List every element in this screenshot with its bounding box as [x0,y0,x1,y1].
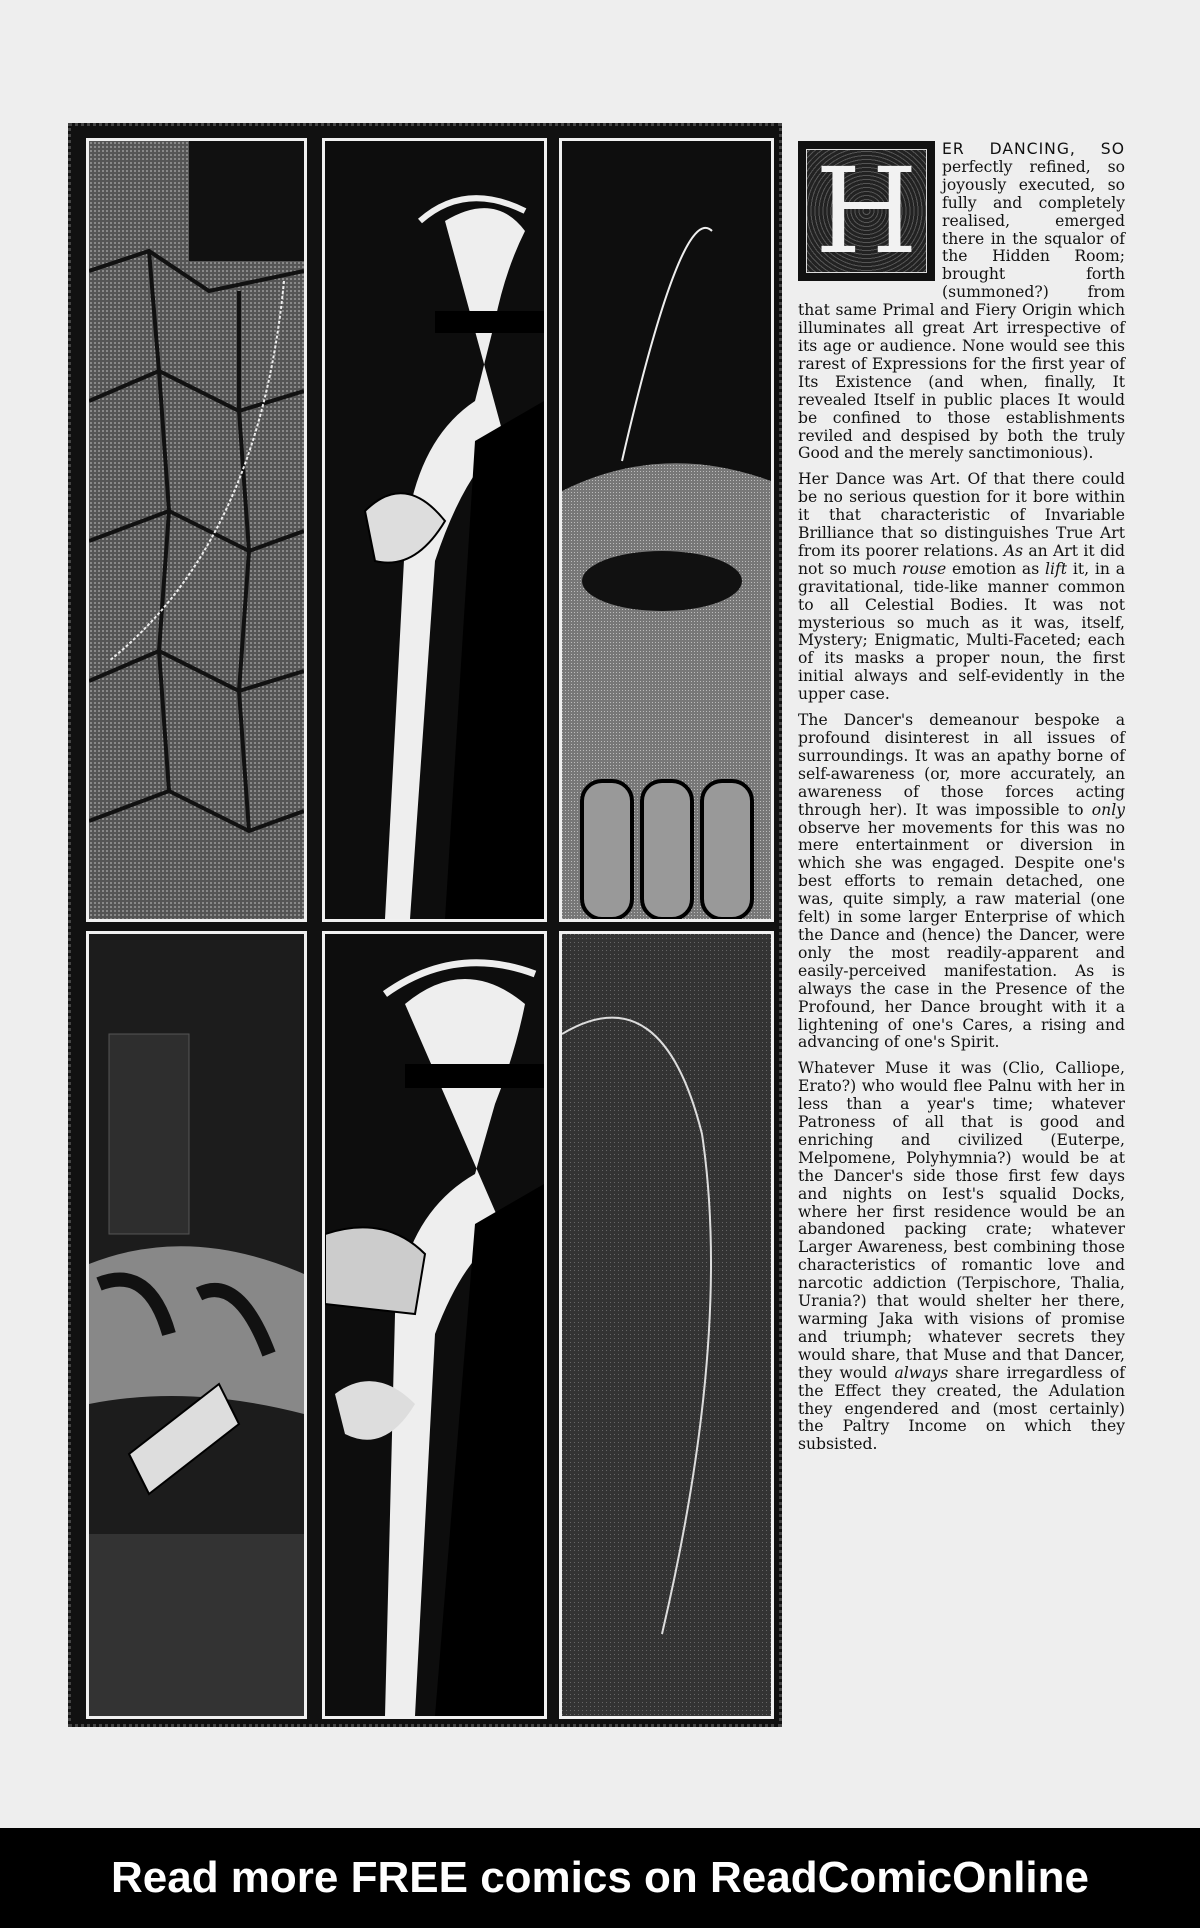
paragraph-3: The Dancer's demeanour bespoke a profound disinterest in all issues of surroundings. It was an apathy borne of self-awareness (or, more accurately, an awareness of those forces acting through her). It was impossible to only observe her movements for this was no mere entertainment or diversion in which she was engaged. Despite one's best efforts to remain detached, one was, quite simply, a raw material (one felt) in some larger Enterprise of which the Dance and (hence) the Dancer, were only the most readily-apparent and easily-perceived manifestation. As is always the case in the Presence of the Profound, her Dance brought with it a lightening of one's Cares, a rising and advancing of one's Spirit. [798,711,1125,1052]
lead-in-text: ER DANCING, SO [942,140,1125,158]
promo-banner-text[interactable]: Read more FREE comics on ReadComicOnline [110,1853,1089,1902]
drop-cap-letter: H [815,144,918,278]
panel-dark-texture-thread [559,931,774,1719]
panel-blindfolded-dancer-2 [322,931,547,1719]
story-text [798,141,1125,1462]
paragraph-1 [798,141,1125,463]
illuminated-drop-cap [798,141,935,281]
paragraph-2: Her Dance was Art. Of that there could be no serious question for it bore within it that characteristic of Invariable Brilliance that so distinguishes True Art from its poorer relations. As an Art it did not so much rouse emotion as lift it, in a gravitational, tide-like manner common to all Celestial Bodies. It was not mysterious so much as it was, itself, Mystery; Enigmatic, Multi-Faceted; each of its masks a proper noun, the first initial always and self-evidently in the upper case. [798,470,1125,704]
promo-banner[interactable] [0,1828,1200,1928]
panel-graffiti-alley [86,931,307,1719]
panel-cobblestone-wall [86,138,307,922]
panel-sparkler-over-hand [559,138,774,922]
paragraph-4: Whatever Muse it was (Clio, Calliope, Erato?) who would flee Palnu with her in less than a year's time; whatever Patroness of all that is good and enriching and civilized (Euterpe, Melpomene, Polyhymnia?) would be at the Dancer's side those first few days and nights on Iest's squalid Docks, where her first residence would be an abandoned packing crate; whatever Larger Awareness, best combining those characteristics of romantic love and narcotic addiction (Terpischore, Thalia, Urania?) that would shelter her there, warming Jaka with visions of promise and triumph; whatever secrets they would share, that Muse and that Dancer, they would always share irregardless of the Effect they created, the Adulation they engendered and (most certainly) the Paltry Income on which they subsisted. [798,1059,1125,1454]
panel-blindfolded-dancer [322,138,547,922]
paragraph-1-text: perfectly refined, so joyously executed, so fully and completely realised, emerged there in the squalor of the Hidden Room; brought forth (summoned?) from that same Primal and Fiery Origin which illuminates all great Art irrespective of its age or audience. None would see this rarest of Expressions for the first year of Its Existence (and when, finally, It revealed Itself in public places It would be confined to those establishments reviled and despised by both the truly Good and the merely sanctimonious). [798,157,1125,463]
